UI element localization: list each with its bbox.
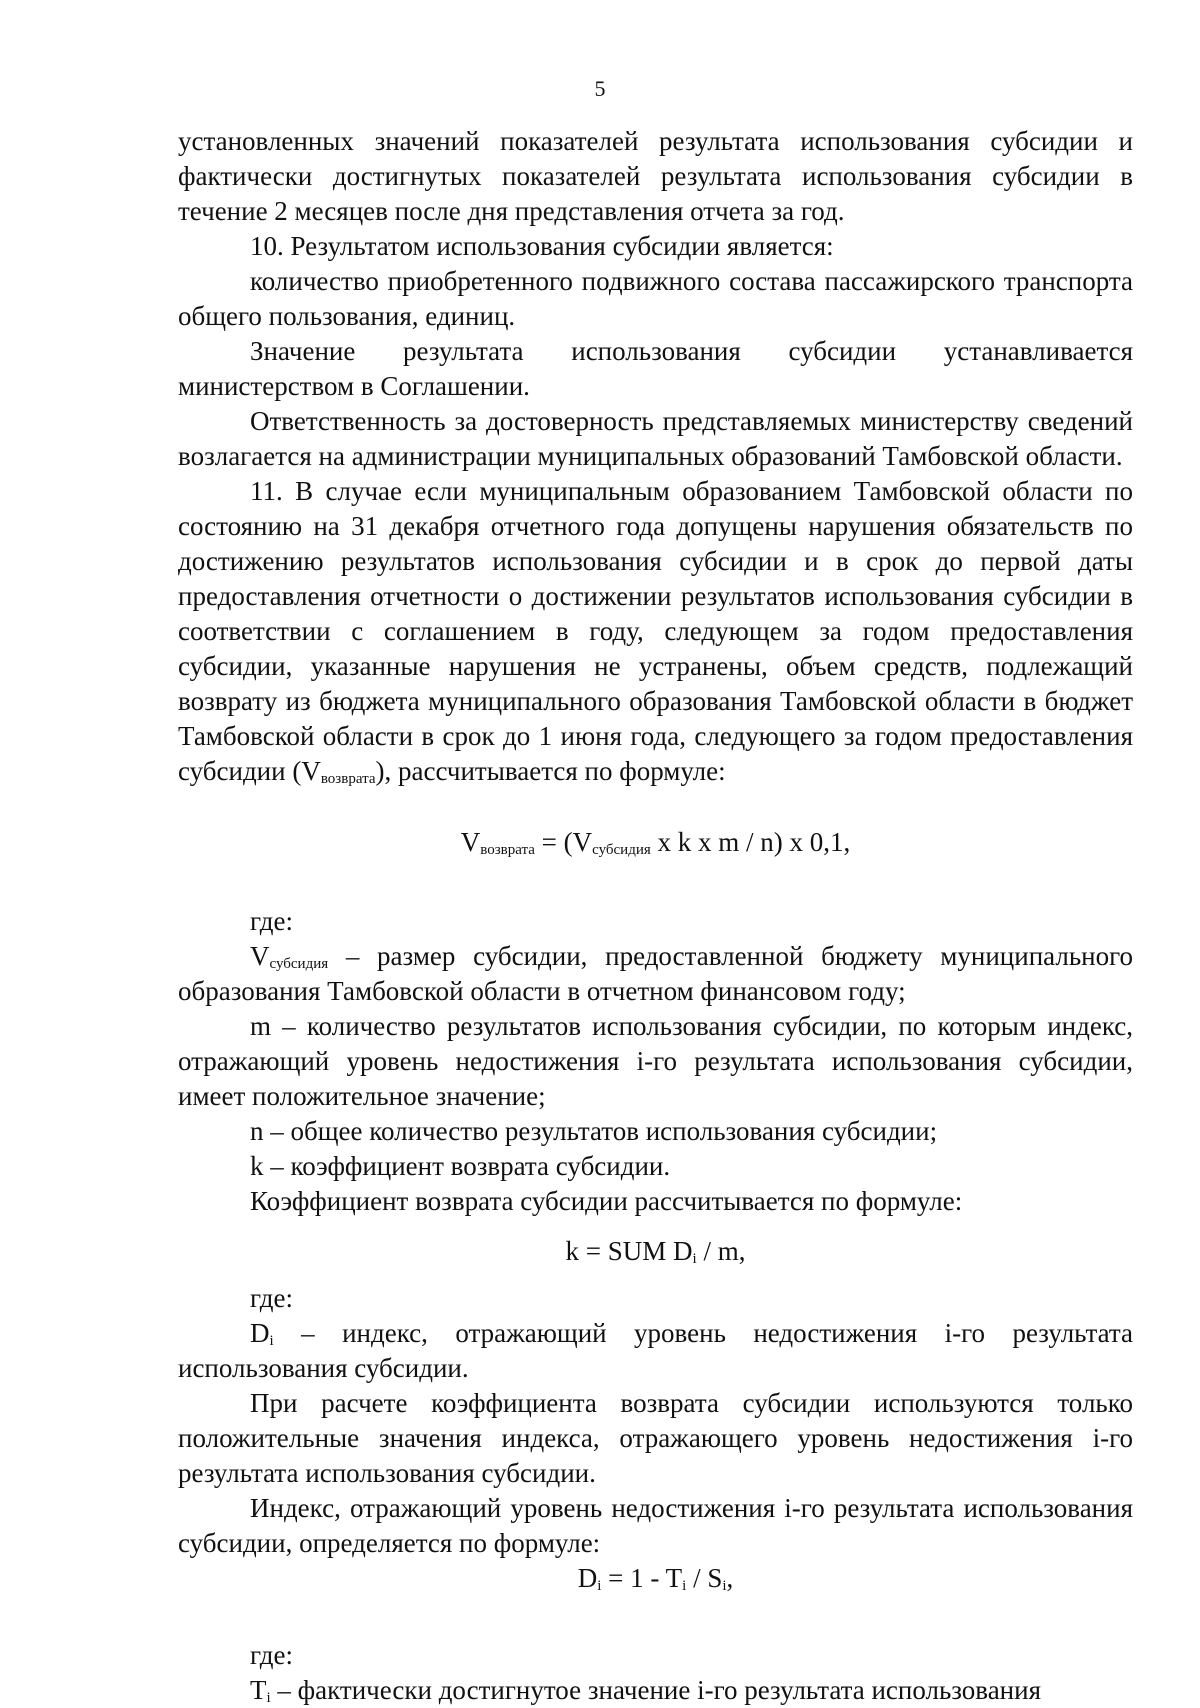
where-label: где: [250,1283,293,1313]
definition-text: – индекс, отражающий уровень недостижения i-го результата использования субсидии. [178,1318,1133,1383]
k-intro: Коэффициент возврата субсидии рассчитывается по формуле: [250,1186,963,1216]
definition-m: m – количество результатов использования субсидии, по которым индекс, отражающий уровень недостижения i-го результата использования субсидии, имеет положительное значение; [178,1011,1133,1111]
formula-subscript: i [692,1251,697,1267]
definition-text: – фактически достигнутое значение i-го результата использования [270,1675,1042,1705]
definition-v-subsidiya [178,939,1133,1009]
paragraph-calculation: При расчете коэффициента возврата субсидии используются только положительные значения индекса, отражающего уровень недостижения i-го результата использования субсидии. [178,1388,1133,1488]
formula-subscript: i [722,1578,727,1594]
formula-part: x k x m / n) x 0,1, [650,827,851,857]
formula-part: / S [686,1563,723,1593]
definition-t [178,1673,1133,1708]
paragraph-index: Индекс, отражающий уровень недостижения i-го результата использования субсидии, определяется по формуле: [178,1493,1133,1558]
paragraph-responsibility: Ответственность за достоверность представляемых министерству сведений возлагается на администрации муниципальных образований Тамбовской области. [178,406,1133,471]
definition-symbol: T [250,1675,267,1705]
paragraph-11 [178,474,1133,789]
definition-symbol: V [250,941,270,971]
subscript-vozvrata: возврата [320,771,376,787]
definition-d [178,1316,1133,1386]
definition-subscript: i [269,1333,274,1349]
formula-k [178,1234,1133,1269]
formula-subscript: i [682,1578,687,1594]
paragraph-continuation: установленных значений показателей результата использования субсидии и фактически достигнутых показателей результата использования субсидии в течение 2 месяцев после дня представления отчета за год. [178,126,1133,226]
formula-part: = 1 - T [601,1563,683,1593]
paragraph-result: количество приобретенного подвижного состава пассажирского транспорта общего пользования, единиц. [178,266,1133,331]
paragraph-11-end: ), рассчитывается по формуле: [375,756,726,786]
definition-symbol: D [250,1318,270,1348]
formula-part: / m, [696,1236,746,1266]
where-label: где: [250,1640,293,1670]
formula-symbol: V [460,827,481,857]
definition-n: n – общее количество результатов использования субсидии; [250,1116,938,1146]
formula-subscript: субсидия [592,842,651,858]
formula-d [178,1561,1133,1596]
definition-subscript: i [266,1690,271,1706]
formula-v-vozvrata [178,825,1133,860]
definition-k: k – коэффициент возврата субсидии. [250,1151,671,1181]
formula-part: D [577,1563,598,1593]
where-label: где: [250,906,293,936]
page-number: 5 [594,76,606,101]
paragraph-11-text: 11. В случае если муниципальным образованием Тамбовской области по состоянию на 31 декабря отчетного года допущены нарушения обязательств по достижению результатов использования субсидии и в срок до первой даты предоставления отчетности о достижении результатов использования субсидии в соответствии с соглашением в году, следующем за годом предоставления субсидии, указанные нарушения не устранены, объем средств, подлежащий возврату из бюджета муниципального образования Тамбовской области в бюджет Тамбовской области в срок до 1 июня года, следующего за годом предоставления субсидии (V [178,476,1133,786]
formula-subscript: i [597,1578,602,1594]
formula-part: , [726,1563,734,1593]
document-body [178,124,1133,1708]
formula-part: = (V [534,827,593,857]
definition-text: – размер субсидии, предоставленной бюджету муниципального образования Тамбовской области в отчетном финансовом году; [178,941,1133,1006]
paragraph-10-heading: 10. Результатом использования субсидии является: [250,231,834,261]
paragraph-result-value: Значение результата использования субсидии устанавливается министерством в Соглашении. [178,336,1133,401]
formula-part: k = SUM D [565,1236,693,1266]
formula-subscript: возврата [480,842,535,858]
definition-subscript: субсидия [269,956,329,972]
